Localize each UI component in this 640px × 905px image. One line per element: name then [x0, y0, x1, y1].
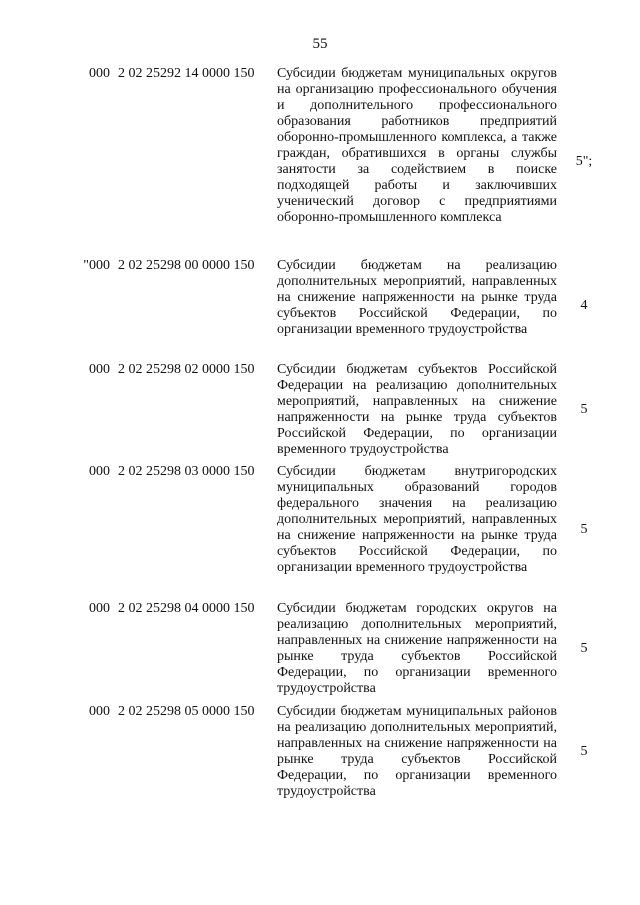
budget-code: 2 02 25298 03 0000 150 — [118, 464, 255, 479]
page-number: 55 — [312, 36, 328, 52]
admin-code: 000 — [89, 601, 110, 616]
admin-code: 000 — [89, 362, 110, 377]
row-amount: 5 — [580, 744, 588, 759]
row-description: Субсидии бюджетам внутригородских муниципальных образований городов федерального значения на реализацию дополнительных мероприятий, направленных на снижение напряженности на рынке труда субъектов Российской Федерации, по организации временного трудоустройства — [277, 464, 557, 575]
budget-code: 2 02 25298 04 0000 150 — [118, 601, 255, 616]
budget-code: 2 02 25298 05 0000 150 — [118, 704, 255, 719]
admin-code: 000 — [89, 66, 110, 81]
row-description: Субсидии бюджетам муниципальных округов на организацию профессионального обучения и дополнительного профессионального образования работников предприятий оборонно-промышленного комплекса, а также граждан, обратившихся в органы службы занятости за содействием в поиске подходящей работы и заключивших ученический договор с предприятиями оборонно-промышленного комплекса — [277, 66, 557, 225]
admin-code: "000 — [83, 258, 110, 273]
admin-code: 000 — [89, 704, 110, 719]
row-description: Субсидии бюджетам муниципальных районов на реализацию дополнительных мероприятий, направленных на снижение напряженности на рынке труда субъектов Российской Федерации, по организации временного трудоустройства — [277, 704, 557, 799]
row-amount: 4 — [580, 298, 588, 313]
row-amount: 5"; — [575, 154, 593, 169]
budget-code: 2 02 25292 14 0000 150 — [118, 66, 255, 81]
budget-code: 2 02 25298 02 0000 150 — [118, 362, 255, 377]
row-description: Субсидии бюджетам городских округов на реализацию дополнительных мероприятий, направленных на снижение напряженности на рынке труда субъектов Российской Федерации, по организации временного трудоустройства — [277, 601, 557, 696]
admin-code: 000 — [89, 464, 110, 479]
row-amount: 5 — [580, 402, 588, 417]
row-description: Субсидии бюджетам субъектов Российской Федерации на реализацию дополнительных мероприятий, направленных на снижение напряженности на рынке труда субъектов Российской Федерации, по организации временного трудоустройства — [277, 362, 557, 457]
row-amount: 5 — [580, 522, 588, 537]
row-description: Субсидии бюджетам на реализацию дополнительных мероприятий, направленных на снижение напряженности на рынке труда субъектов Российской Федерации, по организации временного трудоустройства — [277, 258, 557, 337]
budget-code: 2 02 25298 00 0000 150 — [118, 258, 255, 273]
row-amount: 5 — [580, 641, 588, 656]
